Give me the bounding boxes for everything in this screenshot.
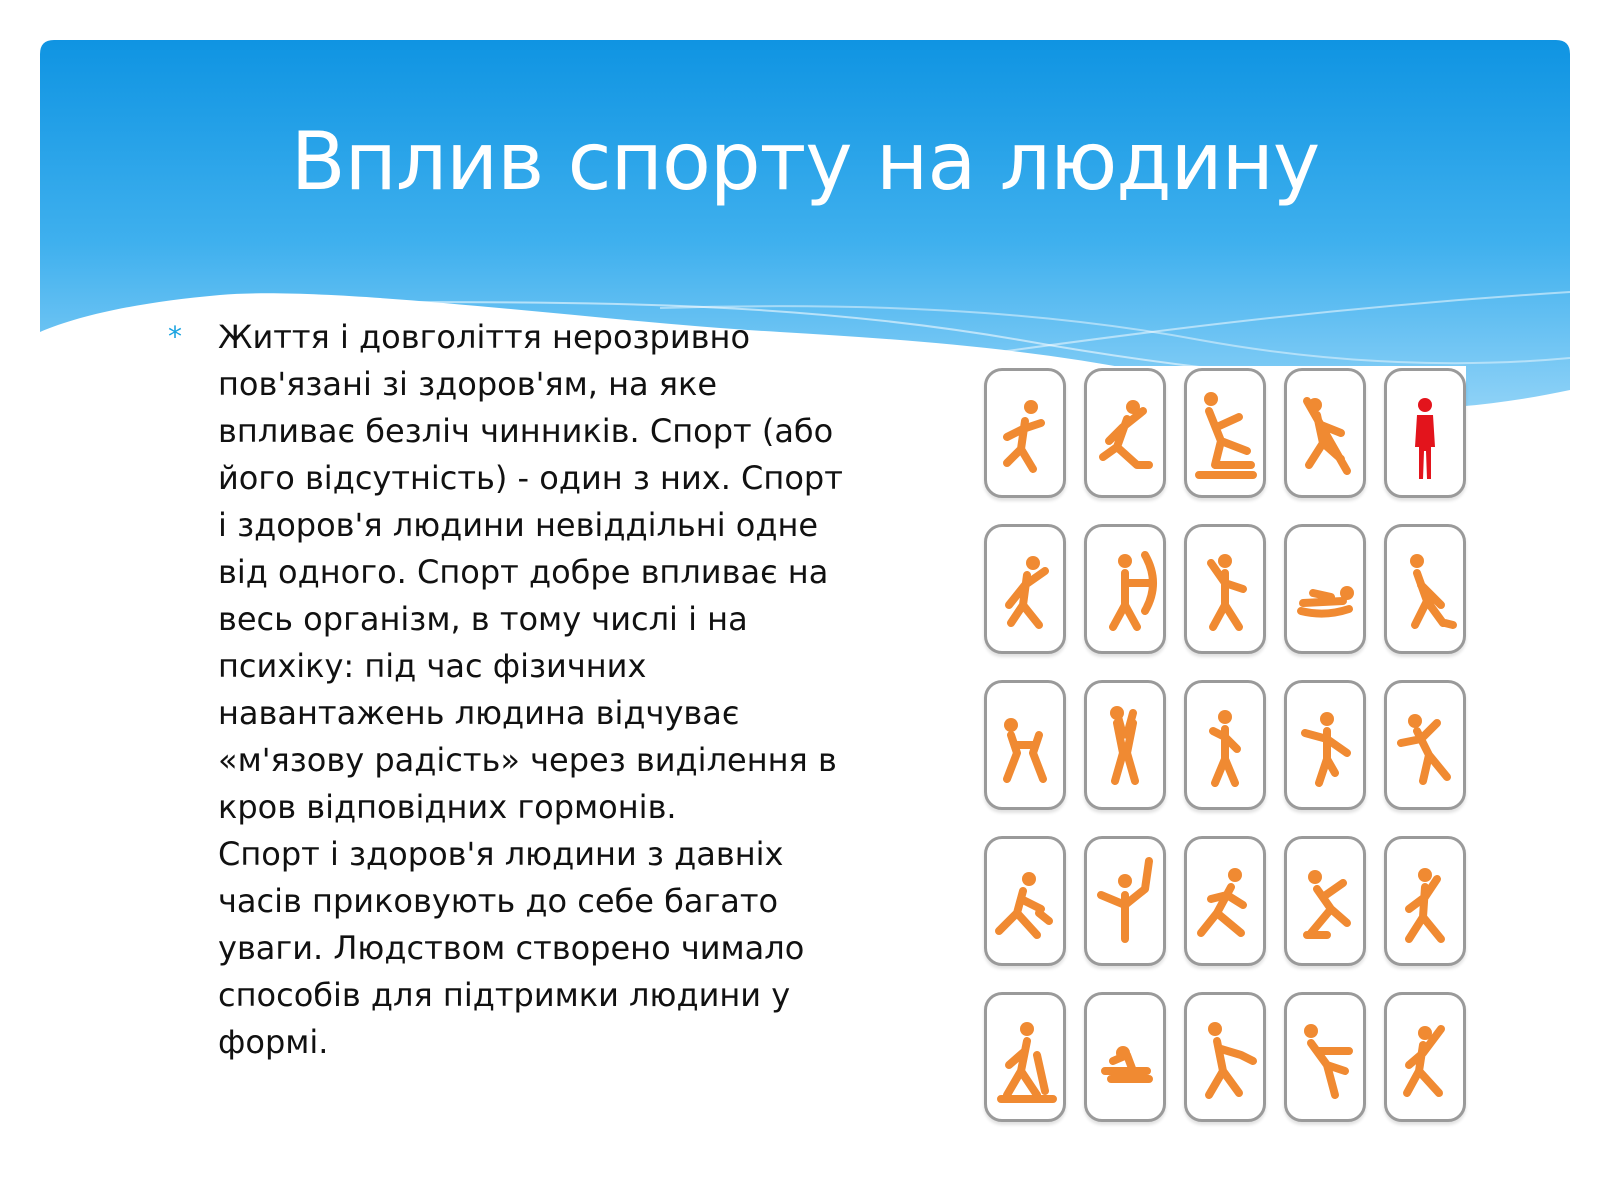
pictogram-tile: [1184, 836, 1266, 966]
pictogram-tile: [1384, 680, 1466, 810]
pictogram-tile: [1384, 368, 1466, 498]
pictogram-tile: [1384, 524, 1466, 654]
pictogram-tile: [1184, 992, 1266, 1122]
pictogram-tile: [1284, 836, 1366, 966]
wrestling-icon: [987, 683, 1063, 807]
pictogram-tile: [1184, 680, 1266, 810]
gymnastics-icon: [1187, 371, 1263, 495]
cycling-icon: [1287, 839, 1363, 963]
slide-title: Вплив спорту на людину: [290, 115, 1320, 208]
boxing-icon: [1187, 683, 1263, 807]
swimming-icon: [1287, 527, 1363, 651]
sport-pictogram-grid: [982, 366, 1466, 1126]
handball-icon: [1387, 683, 1463, 807]
hockey-icon: [1387, 527, 1463, 651]
pictogram-tile: [984, 680, 1066, 810]
pictogram-tile: [1084, 368, 1166, 498]
pictogram-tile: [1284, 368, 1366, 498]
tennis-icon: [1187, 527, 1263, 651]
table-tennis-icon: [1387, 839, 1463, 963]
badminton-icon: [987, 527, 1063, 651]
pictogram-tile: [1084, 992, 1166, 1122]
ski-jump-icon: [1287, 371, 1363, 495]
shooting-icon: [1287, 995, 1363, 1119]
pictogram-tile: [1284, 992, 1366, 1122]
pictogram-tile: [1384, 836, 1466, 966]
pictogram-tile: [984, 992, 1066, 1122]
pictogram-tile: [1084, 524, 1166, 654]
standing-figure-icon: [1387, 371, 1463, 495]
fencing-icon: [1287, 683, 1363, 807]
basketball-icon: [1087, 683, 1163, 807]
pictogram-tile: [1384, 992, 1466, 1122]
pictogram-tile: [984, 524, 1066, 654]
pictogram-tile: [1084, 836, 1166, 966]
pictogram-tile: [1084, 680, 1166, 810]
squash-icon: [1387, 995, 1463, 1119]
running-icon: [1187, 839, 1263, 963]
bullet-asterisk-icon: *: [168, 320, 182, 353]
pictogram-tile: [1284, 524, 1366, 654]
football-icon: [987, 371, 1063, 495]
bullet-paragraph: Життя і довголіття нерозривно пов'язані зі здоров'ям, на яке впливає безліч чинників. Спорт (або його відсутність) - один з них. Спорт і здоров'я людини невіддільні одне від одного. Спорт добре впливає на весь організм, в тому числі і на психіку: під час фізичних навантажень людина відчуває «м'язову радість» через виділення в кров відповідних гормонів. Спорт і здоров'я людини з давніх часів приковують до себе багато уваги. Людством створено чимало способів для підтримки людини у формі.: [218, 318, 843, 1061]
rhythmic-gymnastics-icon: [1087, 839, 1163, 963]
pictogram-tile: [984, 836, 1066, 966]
rowing-icon: [1087, 995, 1163, 1119]
pictogram-tile: [1184, 368, 1266, 498]
pictogram-tile: [984, 368, 1066, 498]
pictogram-tile: [1284, 680, 1366, 810]
rugby-icon: [987, 839, 1063, 963]
archery-icon: [1087, 527, 1163, 651]
volleyball-icon: [1087, 371, 1163, 495]
pictogram-tile: [1184, 524, 1266, 654]
baseball-icon: [1187, 995, 1263, 1119]
cross-country-ski-icon: [987, 995, 1063, 1119]
